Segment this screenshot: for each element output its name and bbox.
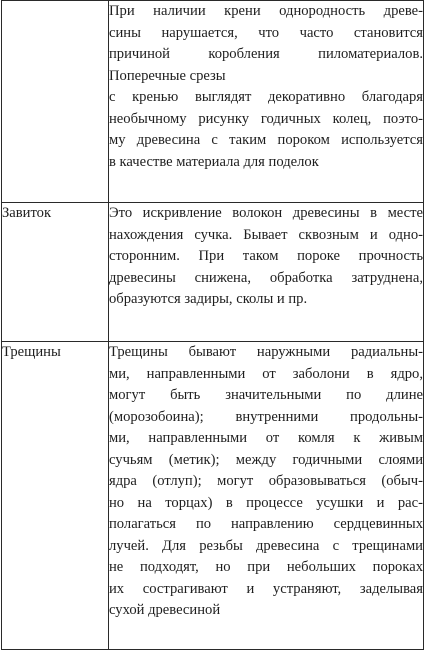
defect-description-cell — [109, 1, 424, 203]
description-line: сучьям (метик); между годичными слоями — [109, 451, 423, 468]
description-line: Трещины бывают наружными радиальны- — [109, 344, 423, 360]
description-line: но на торцах) в процессе усушки и рас- — [109, 494, 423, 511]
description-line: лучей. Для резьбы древесина с трещинами — [109, 537, 423, 554]
description-line: полагаться по направлению сердцевинных — [109, 516, 423, 532]
description-line: (морозобоина); внутренними продольны- — [109, 408, 423, 425]
defect-description-cell — [109, 342, 424, 650]
defect-name: Трещины — [2, 344, 61, 360]
defect-description-cell — [109, 203, 424, 342]
description-line: При наличии крени однородность древе- — [109, 3, 423, 19]
description-line: сторонним. При таком пороке прочность — [109, 248, 423, 264]
description-line: причиной коробления пиломатериалов. — [109, 46, 423, 62]
table-row — [2, 342, 424, 650]
defect-name-cell — [2, 1, 109, 203]
description-line: сины нарушается, что часто становится — [109, 24, 423, 41]
description-line: их сострагивают и устраняют, заделывая — [109, 580, 423, 597]
description-line: необычному рисунку годичных колец, поэто- — [109, 110, 423, 127]
table-row — [2, 203, 424, 342]
description-line: древесины снижена, обработка затруднена, — [109, 269, 423, 286]
description-line: ми, направленными от заболони в ядро, — [109, 365, 423, 382]
description-line: му древесина с таким пороком используется — [109, 132, 423, 148]
description-line: не подходят, но при небольших пороках — [109, 559, 423, 575]
description-line: Поперечные срезы — [109, 67, 226, 84]
defect-name-cell — [2, 203, 109, 342]
description-line: нахождения сучка. Бывает сквозным и одно- — [109, 226, 423, 243]
table-row — [2, 1, 424, 203]
description-line: ми, направленными от комля к живым — [109, 430, 423, 446]
defects-table — [1, 0, 424, 650]
defect-name: Завиток — [2, 205, 52, 221]
defect-name-cell — [2, 342, 109, 650]
description-line: ядра (отлуп); могут образовываться (обыч- — [109, 473, 423, 489]
description-line: образуются задиры, сколы и пр. — [109, 291, 308, 307]
description-line: Это искривление волокон древесины в месте — [109, 205, 423, 221]
description-line: могут быть значительными по длине — [109, 387, 423, 403]
description-line: сухой древесиной — [109, 602, 221, 618]
description-line: в качестве материала для поделок — [109, 153, 319, 170]
description-line: с кренью выглядят декоративно благодаря — [109, 89, 423, 105]
